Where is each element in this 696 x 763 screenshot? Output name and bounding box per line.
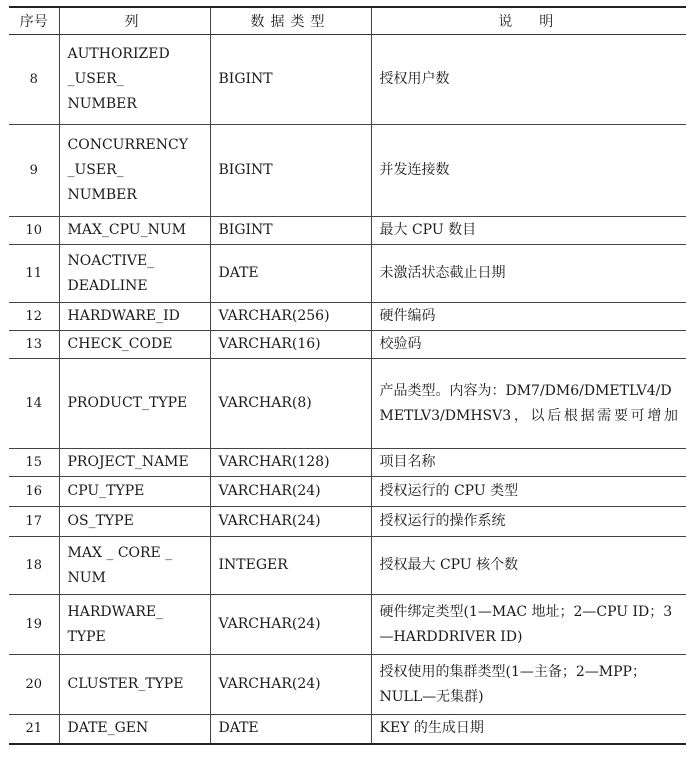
header-desc: 说 明 <box>371 7 686 35</box>
header-no: 序号 <box>9 7 59 35</box>
row-desc: 项目名称 <box>371 449 686 477</box>
row-desc: 未激活状态截止日期 <box>371 245 686 303</box>
row-type: VARCHAR(24) <box>210 507 371 537</box>
row-desc: KEY 的生成日期 <box>371 715 686 744</box>
row-column: OS_TYPE <box>59 507 210 537</box>
row-desc: 授权运行的 CPU 类型 <box>371 477 686 507</box>
row-type: DATE <box>210 245 371 303</box>
row-type: BIGINT <box>210 217 371 245</box>
table-row <box>9 125 686 217</box>
row-type: VARCHAR(16) <box>210 331 371 359</box>
field-table-container <box>9 6 686 745</box>
row-type: BIGINT <box>210 125 371 217</box>
row-column: NOACTIVE_ DEADLINE <box>59 245 210 303</box>
row-type: INTEGER <box>210 537 371 595</box>
row-no: 8 <box>9 35 59 125</box>
row-no: 16 <box>9 477 59 507</box>
row-desc: 最大 CPU 数目 <box>371 217 686 245</box>
row-column: HARDWARE_ TYPE <box>59 595 210 655</box>
row-no: 11 <box>9 245 59 303</box>
row-column: CPU_TYPE <box>59 477 210 507</box>
table-header-row <box>9 7 686 35</box>
row-type: VARCHAR(128) <box>210 449 371 477</box>
row-column: CHECK_CODE <box>59 331 210 359</box>
row-no: 19 <box>9 595 59 655</box>
table-row <box>9 449 686 477</box>
header-type: 数据类型 <box>210 7 371 35</box>
table-row <box>9 537 686 595</box>
field-table <box>9 6 686 745</box>
row-desc: 并发连接数 <box>371 125 686 217</box>
row-desc: 硬件编码 <box>371 303 686 331</box>
row-no: 13 <box>9 331 59 359</box>
row-no: 9 <box>9 125 59 217</box>
row-desc: 校验码 <box>371 331 686 359</box>
row-column: CONCURRENCY _USER_ NUMBER <box>59 125 210 217</box>
table-row <box>9 595 686 655</box>
table-row <box>9 35 686 125</box>
row-no: 15 <box>9 449 59 477</box>
row-column: DATE_GEN <box>59 715 210 744</box>
row-desc: 授权用户数 <box>371 35 686 125</box>
row-desc: 硬件绑定类型(1—MAC 地址；2—CPU ID；3—HARDDRIVER ID) <box>371 595 686 655</box>
row-desc: 授权最大 CPU 核个数 <box>371 537 686 595</box>
row-type: DATE <box>210 715 371 744</box>
row-no: 12 <box>9 303 59 331</box>
row-no: 17 <box>9 507 59 537</box>
row-desc: 授权使用的集群类型(1—主备；2—MPP；NULL—无集群) <box>371 655 686 715</box>
row-no: 10 <box>9 217 59 245</box>
row-column: PRODUCT_TYPE <box>59 359 210 449</box>
table-row <box>9 655 686 715</box>
table-row <box>9 245 686 303</box>
row-column: MAX _ CORE _ NUM <box>59 537 210 595</box>
row-type: VARCHAR(24) <box>210 477 371 507</box>
row-column: CLUSTER_TYPE <box>59 655 210 715</box>
row-column: HARDWARE_ID <box>59 303 210 331</box>
row-column: MAX_CPU_NUM <box>59 217 210 245</box>
row-no: 14 <box>9 359 59 449</box>
table-row <box>9 303 686 331</box>
header-column: 列 <box>59 7 210 35</box>
row-desc: 产品类型。内容为：DM7/DM6/DMETLV4/DMETLV3/DMHSV3，以后根据需要可增加 <box>371 359 686 449</box>
row-column: AUTHORIZED _USER_ NUMBER <box>59 35 210 125</box>
row-no: 20 <box>9 655 59 715</box>
row-type: BIGINT <box>210 35 371 125</box>
table-row <box>9 477 686 507</box>
table-row <box>9 217 686 245</box>
row-type: VARCHAR(256) <box>210 303 371 331</box>
row-no: 21 <box>9 715 59 744</box>
table-row <box>9 331 686 359</box>
row-no: 18 <box>9 537 59 595</box>
row-type: VARCHAR(8) <box>210 359 371 449</box>
row-type: VARCHAR(24) <box>210 655 371 715</box>
table-row <box>9 359 686 449</box>
row-type: VARCHAR(24) <box>210 595 371 655</box>
row-column: PROJECT_NAME <box>59 449 210 477</box>
row-desc: 授权运行的操作系统 <box>371 507 686 537</box>
table-row <box>9 715 686 744</box>
table-row <box>9 507 686 537</box>
